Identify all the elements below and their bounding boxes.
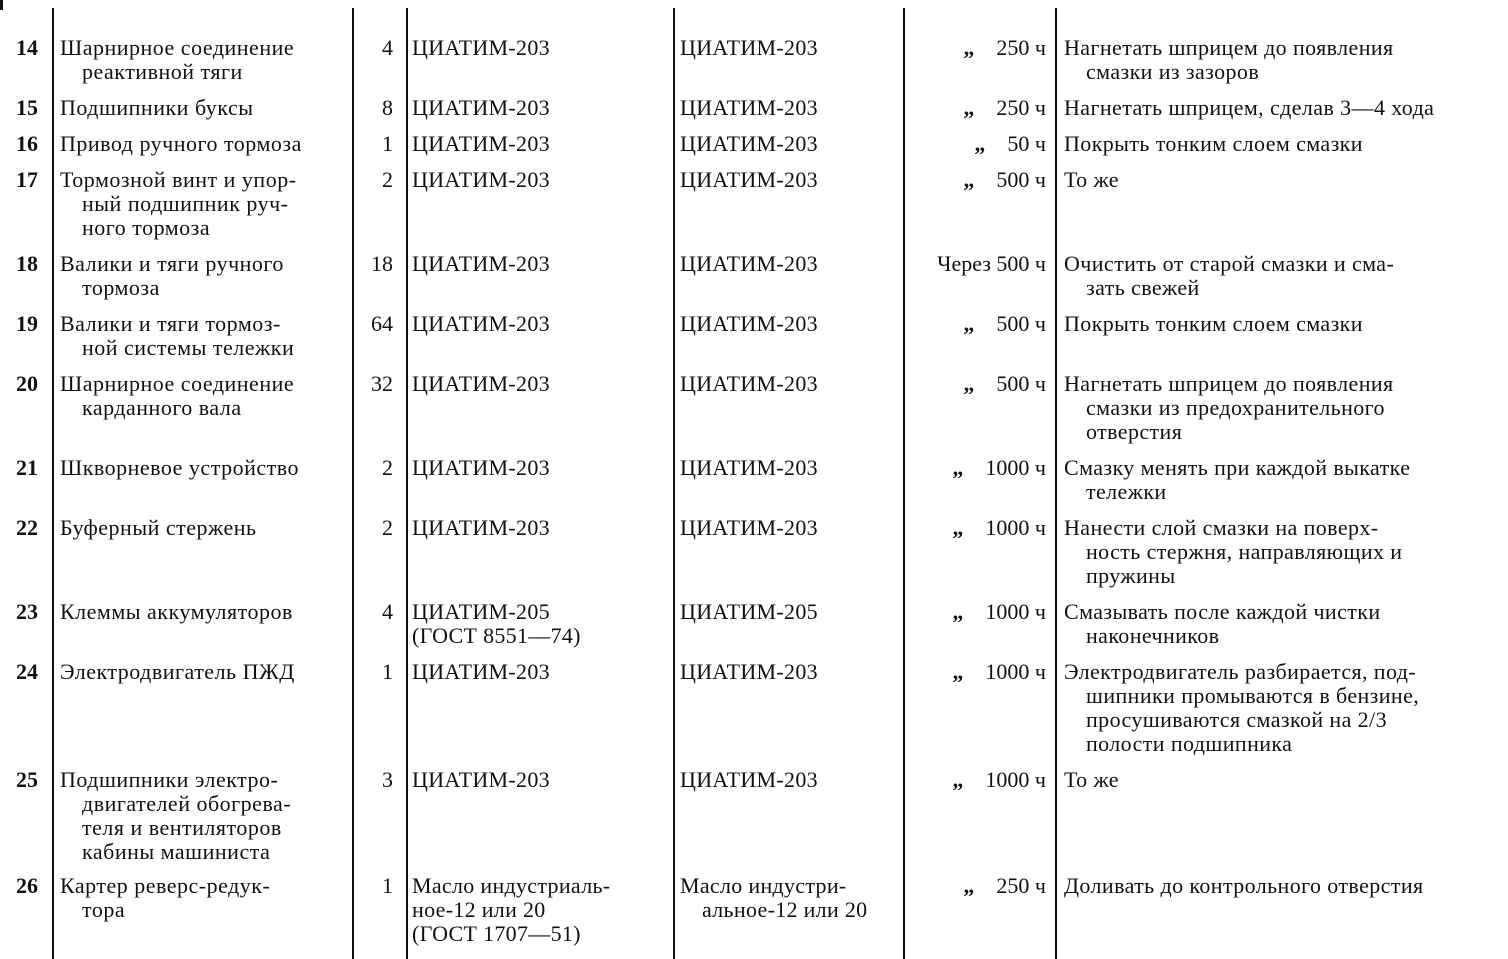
cell-line: ЦИАТИМ-203 (412, 311, 550, 336)
cell-line: ЦИАТИМ-205 (412, 599, 550, 624)
cell-line: То же (1064, 767, 1119, 792)
row-number: 16 (16, 131, 38, 156)
lubrication-instructions (1064, 600, 1492, 648)
corner-tick (0, 0, 3, 10)
period-value: 500 ч (996, 311, 1046, 336)
lubrication-point-name (60, 600, 345, 624)
cell-line: зать свежей (1086, 275, 1200, 300)
ditto-mark: „ (963, 35, 975, 60)
point-count: 32 (371, 371, 393, 396)
cell-line: ЦИАТИМ-203 (412, 767, 550, 792)
period-value: 1000 ч (985, 659, 1046, 684)
ditto-mark: „ (963, 311, 975, 336)
cell-line: тормоза (82, 275, 160, 300)
lubrication-instructions (1064, 312, 1492, 336)
cell-line: ЦИАТИМ-203 (680, 515, 818, 540)
lubrication-period (908, 168, 1046, 192)
cell-line: Шарнирное соединение (60, 371, 295, 396)
point-count: 1 (382, 131, 393, 156)
cell-line: шипники промываются в бензине, (1086, 683, 1420, 708)
row-number: 23 (16, 599, 38, 624)
point-count: 64 (371, 311, 393, 336)
row-number: 17 (16, 167, 38, 192)
ditto-mark: „ (952, 767, 964, 792)
lubrication-period (908, 372, 1046, 396)
period-value: 1000 ч (985, 455, 1046, 480)
cell-line: ЦИАТИМ-203 (680, 311, 818, 336)
substitute-lubricant (680, 456, 902, 480)
substitute-lubricant (680, 768, 902, 792)
cell-line: Клеммы аккумуляторов (60, 599, 293, 624)
lubrication-point-name (60, 312, 345, 360)
lubrication-point-name (60, 168, 345, 240)
point-count: 1 (382, 659, 393, 684)
lubricant-grade (412, 312, 660, 336)
cell-line: ЦИАТИМ-203 (680, 167, 818, 192)
cell-line: То же (1064, 167, 1119, 192)
lubrication-point-name (60, 516, 345, 540)
substitute-lubricant (680, 36, 902, 60)
cell-line: Масло индустриаль- (412, 873, 611, 898)
cell-line: Буферный стержень (60, 515, 257, 540)
cell-line: теля и вентиляторов (82, 815, 282, 840)
cell-line: альное-12 или 20 (702, 897, 868, 922)
cell-line: ЦИАТИМ-203 (680, 767, 818, 792)
lubricant-grade (412, 516, 660, 540)
point-count: 1 (382, 873, 393, 898)
cell-line: ЦИАТИМ-203 (412, 659, 550, 684)
cell-line: Масло индустри- (680, 873, 847, 898)
period-value: 250 ч (996, 95, 1046, 120)
lubrication-period (908, 600, 1046, 624)
cell-line: Шарнирное соединение (60, 35, 295, 60)
point-count: 8 (382, 95, 393, 120)
cell-line: ной системы тележки (82, 335, 295, 360)
cell-line: пружины (1086, 563, 1176, 588)
row-number: 21 (16, 455, 38, 480)
cell-line: (ГОСТ 8551—74) (412, 623, 581, 648)
lubrication-instructions (1064, 372, 1492, 444)
cell-line: Нагнетать шприцем, сделав 3—4 хода (1064, 95, 1435, 120)
point-count: 4 (382, 35, 393, 60)
substitute-lubricant (680, 516, 902, 540)
lubricant-grade (412, 660, 660, 684)
cell-line: ЦИАТИМ-205 (680, 599, 818, 624)
cell-line: ЦИАТИМ-203 (412, 131, 550, 156)
cell-line: ЦИАТИМ-203 (412, 515, 550, 540)
point-count: 3 (382, 767, 393, 792)
lubrication-instructions (1064, 456, 1492, 504)
lubrication-period (908, 36, 1046, 60)
row-number: 19 (16, 311, 38, 336)
column-divider (352, 8, 354, 959)
cell-line: ЦИАТИМ-203 (680, 371, 818, 396)
ditto-mark: „ (952, 659, 964, 684)
ditto-mark: „ (963, 371, 975, 396)
cell-line: Покрыть тонким слоем смазки (1064, 131, 1363, 156)
lubricant-grade (412, 36, 660, 60)
cell-line: наконечников (1086, 623, 1220, 648)
lubrication-period (908, 516, 1046, 540)
lubrication-point-name (60, 874, 345, 922)
lubricant-grade (412, 168, 660, 192)
period-value: 1000 ч (985, 599, 1046, 624)
cell-line: смазки из предохранительного (1086, 395, 1385, 420)
ditto-mark: „ (952, 599, 964, 624)
cell-line: Привод ручного тормоза (60, 131, 302, 156)
substitute-lubricant (680, 600, 902, 624)
lubrication-period (908, 312, 1046, 336)
lubrication-point-name (60, 132, 345, 156)
cell-line: Валики и тяги ручного (60, 251, 284, 276)
cell-line: ный подшипник руч- (82, 191, 289, 216)
point-count: 4 (382, 599, 393, 624)
cell-line: ЦИАТИМ-203 (680, 455, 818, 480)
lubrication-instructions (1064, 660, 1492, 756)
lubrication-instructions (1064, 132, 1492, 156)
lubrication-instructions (1064, 36, 1492, 84)
cell-line: тора (82, 897, 126, 922)
row-number: 26 (16, 873, 38, 898)
cell-line: Покрыть тонким слоем смазки (1064, 311, 1363, 336)
ditto-mark: „ (963, 95, 975, 120)
point-count: 2 (382, 455, 393, 480)
lubricant-grade (412, 132, 660, 156)
row-number: 18 (16, 251, 38, 276)
lubrication-instructions (1064, 96, 1492, 120)
cell-line: Подшипники буксы (60, 95, 254, 120)
lubricant-grade (412, 372, 660, 396)
lubrication-point-name (60, 36, 345, 84)
cell-line: Картер реверс-редук- (60, 873, 271, 898)
lubrication-period (908, 252, 1046, 276)
lubrication-instructions (1064, 874, 1492, 898)
cell-line: ЦИАТИМ-203 (412, 167, 550, 192)
ditto-mark: „ (952, 515, 964, 540)
lubrication-period (908, 132, 1046, 156)
lubricant-grade (412, 456, 660, 480)
substitute-lubricant (680, 168, 902, 192)
period-value: 1000 ч (985, 767, 1046, 792)
lubrication-period (908, 768, 1046, 792)
cell-line: полости подшипника (1086, 731, 1293, 756)
row-number: 14 (16, 35, 38, 60)
cell-line: ЦИАТИМ-203 (412, 95, 550, 120)
cell-line: Тормозной винт и упор- (60, 167, 297, 192)
period-value: 1000 ч (985, 515, 1046, 540)
cell-line: Доливать до контрольного отверстия (1064, 873, 1424, 898)
point-count: 2 (382, 167, 393, 192)
lubrication-instructions (1064, 168, 1492, 192)
cell-line: Нанести слой смазки на поверх- (1064, 515, 1379, 540)
cell-line: смазки из зазоров (1086, 59, 1260, 84)
substitute-lubricant (680, 252, 902, 276)
column-divider (406, 8, 408, 959)
lubrication-point-name (60, 252, 345, 300)
cell-line: ЦИАТИМ-203 (412, 371, 550, 396)
cell-line: (ГОСТ 1707—51) (412, 921, 581, 946)
point-count: 18 (371, 251, 393, 276)
lubrication-instructions (1064, 252, 1492, 300)
cell-line: тележки (1086, 479, 1167, 504)
row-number: 22 (16, 515, 38, 540)
ditto-mark: „ (963, 873, 975, 898)
lubricant-grade (412, 252, 660, 276)
cell-line: двигателей обогрева- (82, 791, 292, 816)
cell-line: ЦИАТИМ-203 (412, 455, 550, 480)
ditto-mark: „ (952, 455, 964, 480)
substitute-lubricant (680, 874, 902, 922)
cell-line: реактивной тяги (82, 59, 243, 84)
substitute-lubricant (680, 132, 902, 156)
cell-line: ЦИАТИМ-203 (680, 251, 818, 276)
cell-line: карданного вала (82, 395, 242, 420)
row-number: 25 (16, 767, 38, 792)
ditto-mark: „ (974, 131, 986, 156)
cell-line: ЦИАТИМ-203 (412, 35, 550, 60)
column-divider (673, 8, 675, 959)
row-number: 24 (16, 659, 38, 684)
substitute-lubricant (680, 660, 902, 684)
cell-line: ЦИАТИМ-203 (412, 251, 550, 276)
lubrication-period (908, 874, 1046, 898)
lubrication-period (908, 660, 1046, 684)
lubrication-instructions (1064, 768, 1492, 792)
period-value: 250 ч (996, 873, 1046, 898)
period-value: 500 ч (996, 167, 1046, 192)
row-number: 15 (16, 95, 38, 120)
cell-line: Электродвигатель разбирается, под- (1064, 659, 1417, 684)
substitute-lubricant (680, 96, 902, 120)
cell-line: Валики и тяги тормоз- (60, 311, 281, 336)
row-number: 20 (16, 371, 38, 396)
lubrication-point-name (60, 768, 345, 864)
lubrication-point-name (60, 660, 345, 684)
cell-line: просушиваются смазкой на 2/3 (1086, 707, 1387, 732)
point-count: 2 (382, 515, 393, 540)
cell-line: ЦИАТИМ-203 (680, 131, 818, 156)
cell-line: ЦИАТИМ-203 (680, 95, 818, 120)
cell-line: отверстия (1086, 419, 1183, 444)
cell-line: Очистить от старой смазки и сма- (1064, 251, 1395, 276)
lubrication-point-name (60, 372, 345, 420)
cell-line: Смазку менять при каждой выкатке (1064, 455, 1411, 480)
lubrication-point-name (60, 96, 345, 120)
substitute-lubricant (680, 372, 902, 396)
column-divider (1055, 8, 1057, 959)
period-value: Через 500 ч (937, 251, 1046, 276)
lubricant-grade (412, 768, 660, 792)
cell-line: Электродвигатель ПЖД (60, 659, 295, 684)
cell-line: Шкворневое устройство (60, 455, 299, 480)
period-value: 50 ч (1007, 131, 1046, 156)
column-divider (903, 8, 905, 959)
lubrication-period (908, 96, 1046, 120)
cell-line: ное-12 или 20 (412, 897, 546, 922)
period-value: 500 ч (996, 371, 1046, 396)
lubricant-grade (412, 874, 660, 946)
cell-line: ЦИАТИМ-203 (680, 659, 818, 684)
lubricant-grade (412, 600, 660, 648)
cell-line: Нагнетать шприцем до появления (1064, 371, 1394, 396)
period-value: 250 ч (996, 35, 1046, 60)
lubrication-point-name (60, 456, 345, 480)
lubricant-grade (412, 96, 660, 120)
lubrication-period (908, 456, 1046, 480)
cell-line: ЦИАТИМ-203 (680, 35, 818, 60)
column-divider (52, 8, 54, 959)
cell-line: Смазывать после каждой чистки (1064, 599, 1381, 624)
cell-line: кабины машиниста (82, 839, 271, 864)
ditto-mark: „ (963, 167, 975, 192)
cell-line: Нагнетать шприцем до появления (1064, 35, 1394, 60)
cell-line: ность стержня, направляющих и (1086, 539, 1403, 564)
lubrication-instructions (1064, 516, 1492, 588)
substitute-lubricant (680, 312, 902, 336)
cell-line: ного тормоза (82, 215, 211, 240)
cell-line: Подшипники электро- (60, 767, 279, 792)
